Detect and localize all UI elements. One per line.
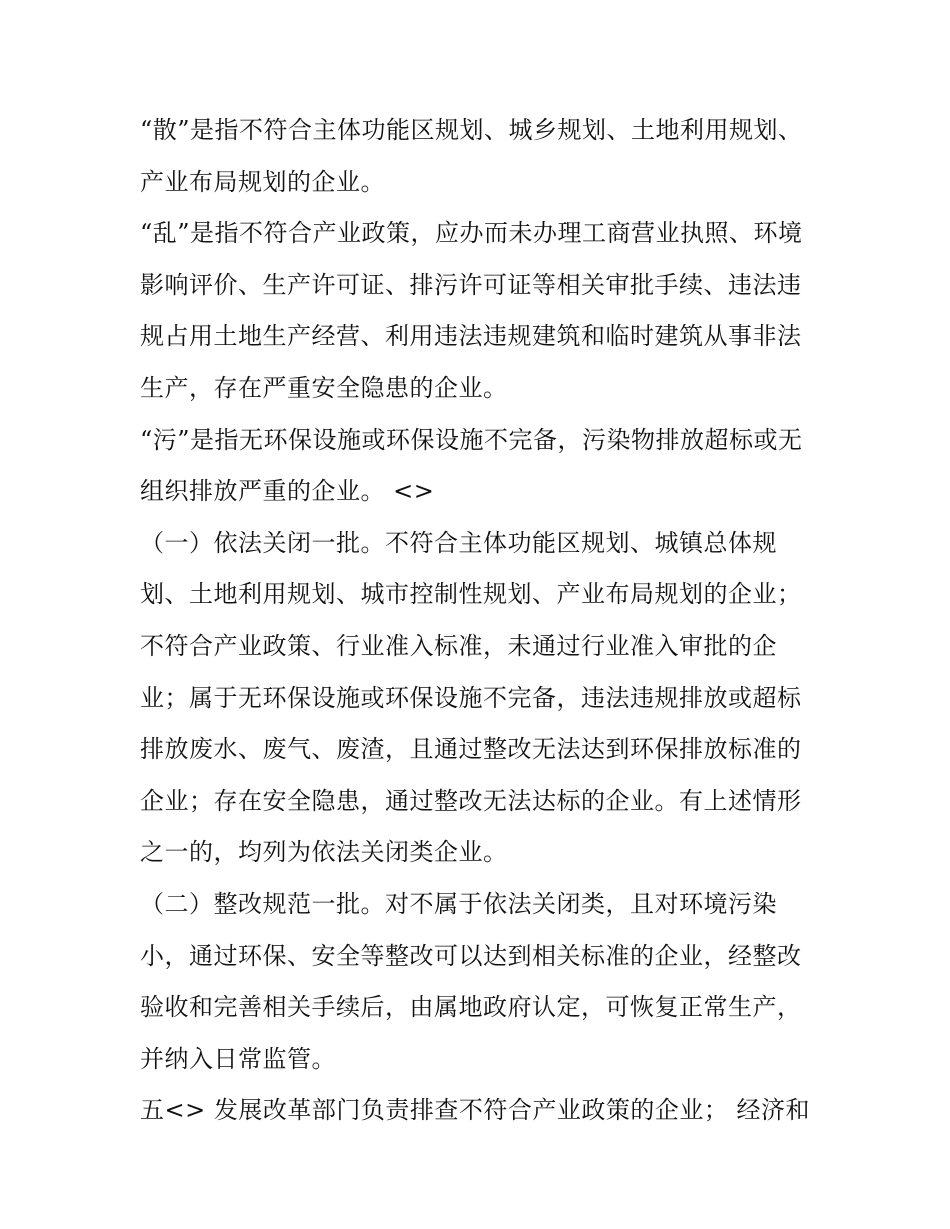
text-line: 划、土地利用规划、城市控制性规划、产业布局规划的企业； xyxy=(140,580,802,609)
text-line: 规占用土地生产经营、利用违法违规建筑和临时建筑从事非法 xyxy=(140,322,802,351)
text-line: 之一的，均列为依法关闭类企业。 xyxy=(140,838,508,867)
document-body xyxy=(140,105,820,1137)
text-line: （二）整改规范一批。对不属于依法关闭类，且对环境污染 xyxy=(140,889,777,918)
text-line: 不符合产业政策、行业准入标准，未通过行业准入审批的企 xyxy=(140,631,777,660)
text-line: 产业布局规划的企业。 xyxy=(140,167,385,196)
text-line: “散”是指不符合主体功能区规划、城乡规划、土地利用规划、 xyxy=(140,116,803,144)
text-line: 企业；存在安全隐患，通过整改无法达标的企业。有上述情形 xyxy=(140,786,802,815)
text-line: 五<> 发展改革部门负责排查不符合产业政策的企业； 经济和 xyxy=(140,1096,810,1125)
text-line: 影响评价、生产许可证、排污许可证等相关审批手续、违法违 xyxy=(140,270,802,299)
text-line: 生产，存在严重安全隐患的企业。 xyxy=(140,373,508,402)
text-line: 验收和完善相关手续后，由属地政府认定，可恢复正常生产， xyxy=(140,993,802,1022)
text-line: 排放废水、废气、废渣，且通过整改无法达到环保排放标准的 xyxy=(140,735,802,764)
text-line: “乱”是指不符合产业政策，应办而未办理工商营业执照、环境 xyxy=(140,219,803,248)
text-line: （一）依法关闭一批。不符合主体功能区规划、城镇总体规 xyxy=(140,528,777,557)
text-line: “污”是指无环保设施或环保设施不完备，污染物排放超标或无 xyxy=(140,425,803,454)
text-line: 并纳入日常监管。 xyxy=(140,1044,336,1073)
text-line: 组织排放严重的企业。 <> xyxy=(140,477,435,506)
text-line: 小，通过环保、安全等整改可以达到相关标准的企业，经整改 xyxy=(140,941,802,970)
text-line: 业；属于无环保设施或环保设施不完备，违法违规排放或超标 xyxy=(140,683,802,712)
